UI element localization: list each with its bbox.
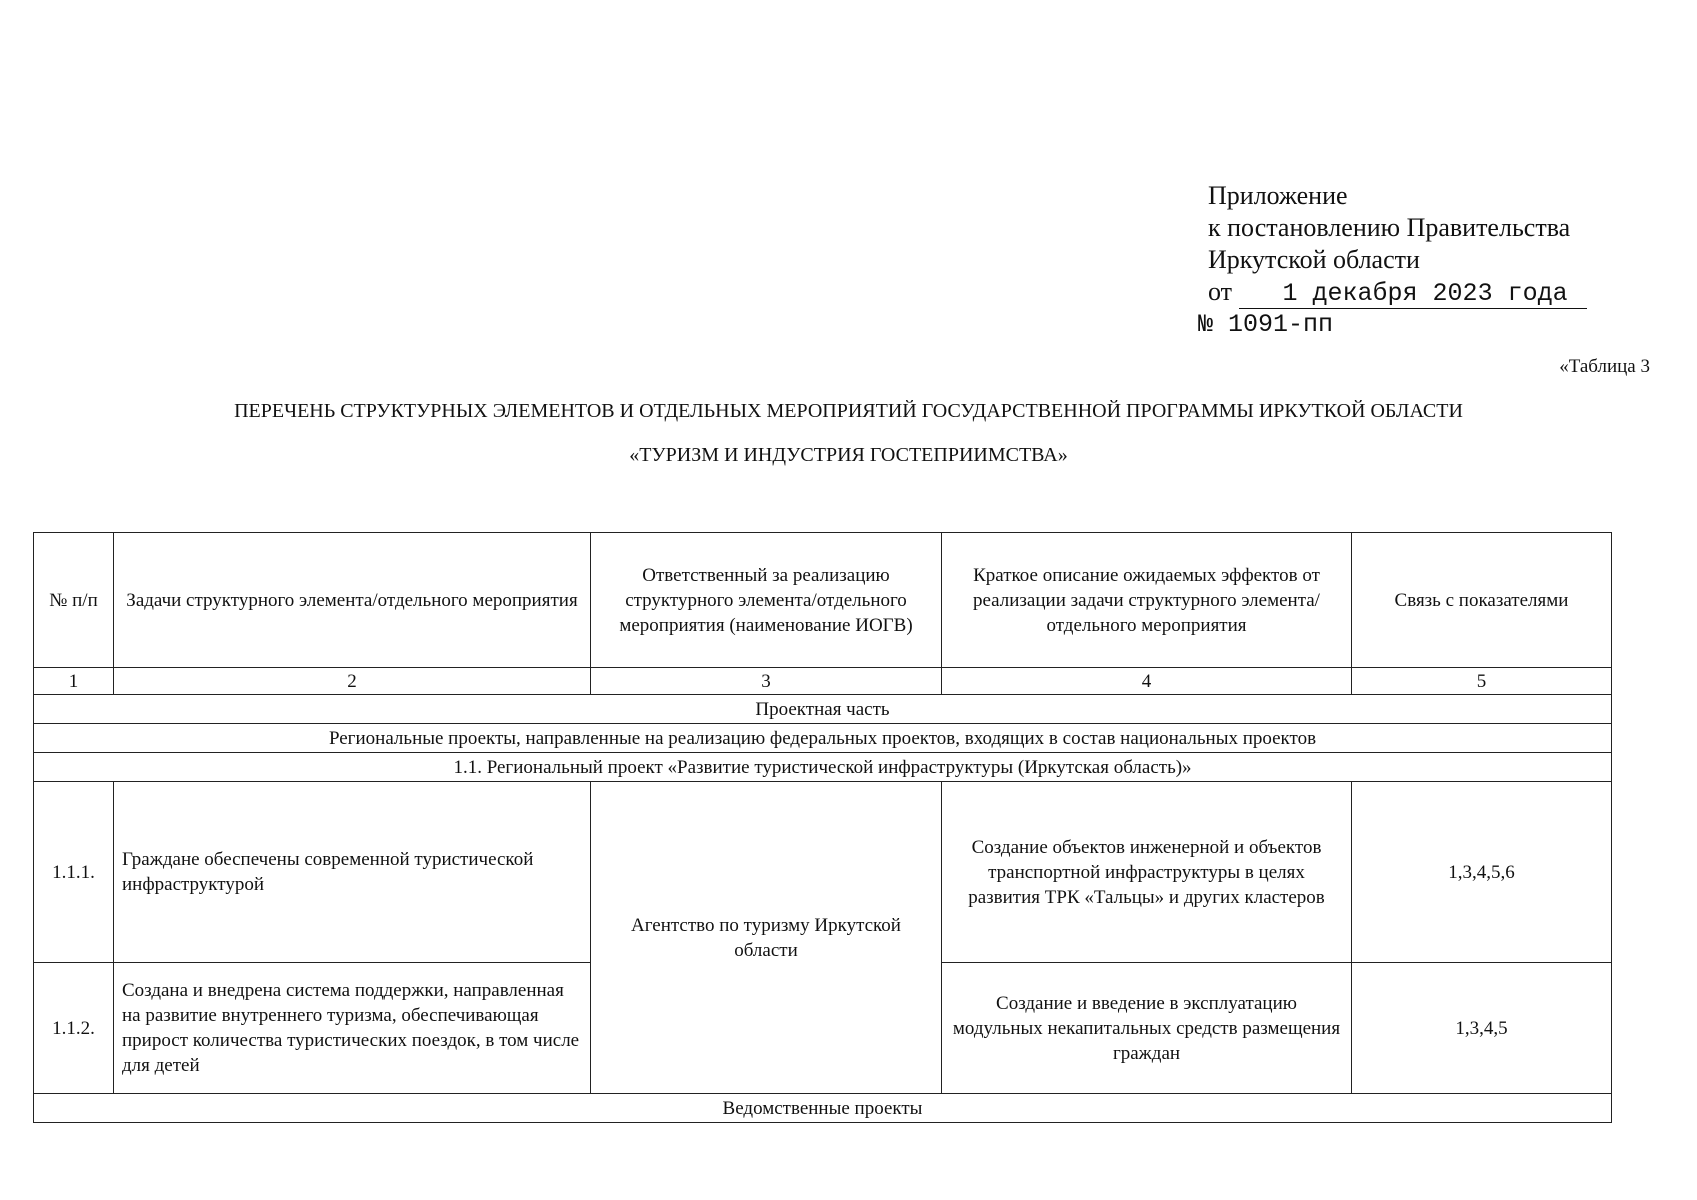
row-effect: Создание и введение в эксплуатацию модульных некапитальных средств размещения граждан xyxy=(942,963,1352,1094)
section-row xyxy=(34,724,1612,753)
row-number: 1.1.2. xyxy=(34,963,114,1094)
document-title-line-1: ПЕРЕЧЕНЬ СТРУКТУРНЫХ ЭЛЕМЕНТОВ И ОТДЕЛЬНЫХ МЕРОПРИЯТИЙ ГОСУДАРСТВЕННОЙ ПРОГРАММЫ ИРКУТКОЙ ОБЛАСТИ xyxy=(234,400,1463,422)
column-numbers-row xyxy=(34,668,1612,695)
table-row xyxy=(34,782,1612,963)
approval-date: 1 декабря 2023 года xyxy=(1239,280,1587,309)
column-number: 4 xyxy=(942,668,1352,695)
column-number: 2 xyxy=(114,668,591,695)
row-indicators: 1,3,4,5,6 xyxy=(1352,782,1612,963)
approval-number: № 1091-пп xyxy=(1198,310,1334,339)
section-regional-project-1-1: 1.1. Региональный проект «Развитие туристической инфраструктуры (Иркутская область)» xyxy=(34,753,1612,782)
header-effects: Краткое описание ожидаемых эффектов от реализации задачи структурного элемента/ отдельного мероприятия xyxy=(942,533,1352,668)
header-number: № п/п xyxy=(34,533,114,668)
row-number: 1.1.1. xyxy=(34,782,114,963)
section-departmental-projects: Ведомственные проекты xyxy=(34,1094,1612,1123)
section-regional-projects: Региональные проекты, направленные на реализацию федеральных проектов, входящих в состав национальных проектов xyxy=(34,724,1612,753)
section-row xyxy=(34,753,1612,782)
column-number: 5 xyxy=(1352,668,1612,695)
header-indicators: Связь с показателями xyxy=(1352,533,1612,668)
column-number: 3 xyxy=(591,668,942,695)
section-project-part: Проектная часть xyxy=(34,695,1612,724)
table-header-row xyxy=(34,533,1612,668)
table-mark: «Таблица 3 xyxy=(1559,356,1650,377)
document-title-line-2: «ТУРИЗМ И ИНДУСТРИЯ ГОСТЕПРИИМСТВА» xyxy=(629,444,1068,466)
approval-date-prefix: от xyxy=(1208,277,1233,306)
header-responsible: Ответственный за реализацию структурного элемента/отдельного мероприятия (наименование ИОГВ) xyxy=(591,533,942,668)
approval-block xyxy=(1198,180,1587,341)
approval-line-3: Иркутской области xyxy=(1208,245,1420,274)
row-effect: Создание объектов инженерной и объектов транспортной инфраструктуры в целях развития ТРК «Тальцы» и других кластеров xyxy=(942,782,1352,963)
section-row xyxy=(34,1094,1612,1123)
header-tasks: Задачи структурного элемента/отдельного мероприятия xyxy=(114,533,591,668)
column-number: 1 xyxy=(34,668,114,695)
row-task: Создана и внедрена система поддержки, направленная на развитие внутреннего туризма, обеспечивающая прирост количества туристических поездок, в том числе для детей xyxy=(114,963,591,1094)
row-task: Граждане обеспечены современной туристической инфраструктурой xyxy=(114,782,591,963)
structural-elements-table xyxy=(33,532,1612,1123)
row-indicators: 1,3,4,5 xyxy=(1352,963,1612,1094)
section-row xyxy=(34,695,1612,724)
approval-line-2: к постановлению Правительства xyxy=(1208,213,1571,242)
row-responsible: Агентство по туризму Иркутской области xyxy=(591,782,942,1094)
approval-date-line xyxy=(1208,276,1587,309)
approval-line-1: Приложение xyxy=(1208,181,1348,210)
